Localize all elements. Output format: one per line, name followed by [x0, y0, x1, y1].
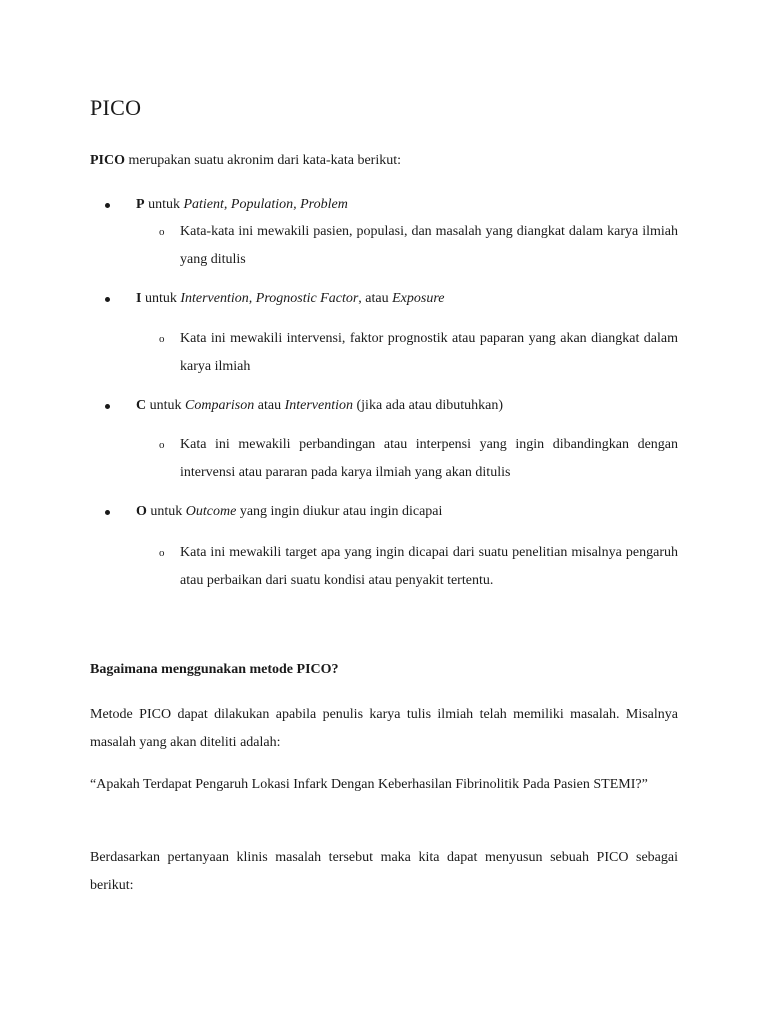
- document-title: PICO: [90, 95, 142, 120]
- sub-bullet-icon: o: [159, 226, 165, 238]
- sub-item-text: Kata ini mewakili target apa yang ingin dicapai dari suatu penelitian misalnya pengaruh atau perbaikan dari suatu kondisi atau penyakit tertentu.: [180, 545, 678, 588]
- list-item-text-run: , atau: [358, 291, 393, 306]
- bullet-dot-icon: [105, 404, 110, 409]
- intro-paragraph: [90, 147, 678, 175]
- list-item-text-run: untuk: [146, 504, 186, 519]
- bullet-dot-icon: [105, 510, 110, 515]
- list-item-text-run: Outcome: [185, 504, 237, 519]
- bullet-dot-icon: [105, 297, 110, 302]
- sub-item-text: Kata ini mewakili intervensi, faktor prognostik atau paparan yang akan diangkat dalam karya ilmiah: [180, 331, 678, 374]
- sub-item-text: Kata ini mewakili perbandingan atau interpensi yang ingin dibandingkan dengan intervensi atau pararan pada karya ilmiah yang akan ditulis: [180, 437, 678, 480]
- list-item-letter: I: [136, 291, 142, 306]
- list-item-text-run: Intervention: [284, 398, 353, 413]
- list-item-letter: O: [136, 504, 147, 519]
- intro-rest: merupakan suatu akronim dari kata-kata berikut:: [125, 153, 402, 168]
- intro-term: PICO: [90, 153, 125, 168]
- body-paragraph-1: Metode PICO dapat dilakukan apabila penulis karya tulis ilmiah telah memiliki masalah. Misalnya masalah yang akan diteliti adalah:: [90, 707, 678, 750]
- list-item-label: [136, 396, 503, 416]
- quote-paragraph: “Apakah Terdapat Pengaruh Lokasi Infark Dengan Keberhasilan Fibrinolitik Pada Pasien STEMI?”: [90, 777, 648, 792]
- sub-item-text: Kata-kata ini mewakili pasien, populasi, dan masalah yang diangkat dalam karya ilmiah yang ditulis: [180, 224, 678, 267]
- list-item-text-run: (jika ada atau dibutuhkan): [353, 398, 504, 413]
- sub-bullet-icon: o: [159, 439, 165, 451]
- list-item-label: [136, 502, 442, 522]
- list-item-label: [136, 195, 348, 215]
- list-item-text-run: untuk: [141, 291, 181, 306]
- list-item-text-run: Patient, Population, Problem: [183, 197, 348, 212]
- bullet-dot-icon: [105, 203, 110, 208]
- sub-bullet-icon: o: [159, 333, 165, 345]
- list-item-text-run: untuk: [144, 197, 184, 212]
- list-item-letter: C: [136, 398, 147, 413]
- list-item-text-run: untuk: [146, 398, 186, 413]
- list-item-label: [136, 289, 444, 309]
- list-item-text-run: Exposure: [392, 291, 445, 306]
- list-item-text-run: atau: [254, 398, 285, 413]
- list-item-text-run: Comparison: [185, 398, 255, 413]
- body-paragraph-2: Berdasarkan pertanyaan klinis masalah tersebut maka kita dapat menyusun sebuah PICO sebagai berikut:: [90, 850, 678, 893]
- list-item-letter: P: [136, 197, 145, 212]
- list-item-text-run: Intervention, Prognostic Factor: [180, 291, 359, 306]
- sub-bullet-icon: o: [159, 547, 165, 559]
- section-heading: Bagaimana menggunakan metode PICO?: [90, 662, 339, 677]
- list-item-text-run: yang ingin diukur atau ingin dicapai: [236, 504, 443, 519]
